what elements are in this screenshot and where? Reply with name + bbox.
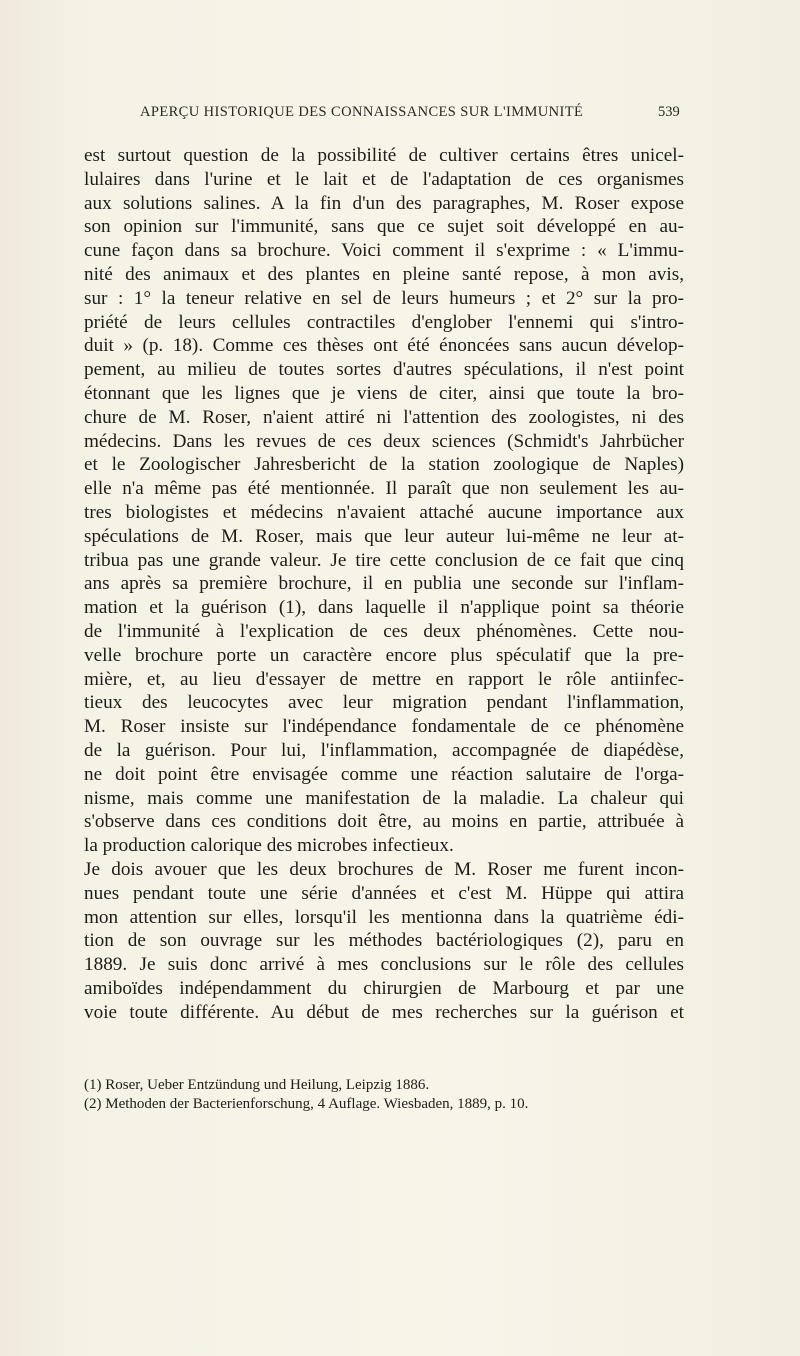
text-line: nisme, mais comme une manifestation de la maladie. La chaleur qui — [84, 787, 684, 809]
text-line: voie toute différente. Au début de mes recherches sur la guérison et — [84, 1001, 684, 1023]
text-line: est surtout question de la possibilité de cultiver certains êtres unicel- — [84, 145, 684, 166]
text-line: ne doit point être envisagée comme une réaction salutaire de l'orga- — [84, 763, 684, 785]
text-line: nité des animaux et des plantes en pleine santé repose, à mon avis, — [84, 263, 684, 285]
text-line: étonnant que les lignes que je viens de citer, ainsi que toute la bro- — [84, 382, 684, 404]
text-line: tribua pas une grande valeur. Je tire cette conclusion de ce fait que cinq — [84, 549, 684, 571]
text-line: duit » (p. 18). Comme ces thèses ont été énoncées sans aucun dévelop- — [84, 335, 684, 357]
text-line: Je dois avouer que les deux brochures de M. Roser me furent incon- — [84, 858, 684, 880]
text-line: cune façon dans sa brochure. Voici comment il s'exprime : « L'immu- — [84, 240, 684, 262]
text-line: s'observe dans ces conditions doit être, au moins en partie, attribuée à — [84, 811, 684, 833]
text-line: médecins. Dans les revues de ces deux sciences (Schmidt's Jahrbücher — [84, 430, 684, 452]
text-line: tion de son ouvrage sur les méthodes bactériologiques (2), paru en — [84, 930, 684, 952]
text-line: de l'immunité à l'explication de ces deux phénomènes. Cette nou- — [84, 620, 684, 642]
text-line: mon attention sur elles, lorsqu'il les mentionna dans la quatrième édi- — [84, 906, 684, 928]
text-line: mation et la guérison (1), dans laquelle il n'applique point sa théorie — [84, 597, 684, 619]
text-line: amiboïdes indépendamment du chirurgien de Marbourg et par une — [84, 977, 684, 999]
text-line: tres biologistes et médecins n'avaient attaché aucune importance aux — [84, 501, 684, 523]
text-line: spéculations de M. Roser, mais que leur auteur lui-même ne leur at- — [84, 525, 684, 547]
footnote-2: (2) Methoden der Bacterienforschung, 4 Auflage. Wiesbaden, 1889, p. 10. — [84, 1096, 529, 1112]
text-line: pement, au milieu de toutes sortes d'autres spéculations, il n'est point — [84, 359, 684, 381]
text-line: son opinion sur l'immunité, sans que ce sujet soit développé en au- — [84, 216, 684, 238]
footnotes — [84, 1076, 684, 1114]
text-line: 1889. Je suis donc arrivé à mes conclusions sur le rôle des cellules — [84, 954, 684, 976]
text-line: elle n'a même pas été mentionnée. Il paraît que non seulement les au- — [84, 478, 684, 500]
text-line: tieux des leucocytes avec leur migration pendant l'inflammation, — [84, 692, 684, 714]
text-line: la production calorique des microbes infectieux. — [84, 835, 454, 857]
text-line: mière, et, au lieu d'essayer de mettre en rapport le rôle antiinfec- — [84, 668, 684, 690]
text-line: priété de leurs cellules contractiles d'englober l'ennemi qui s'intro- — [84, 311, 684, 333]
footnote-1: (1) Roser, Ueber Entzündung und Heilung, Leipzig 1886. — [84, 1077, 430, 1093]
text-line: sur : 1° la teneur relative en sel de leurs humeurs ; et 2° sur la pro- — [84, 287, 684, 309]
text-line: de la guérison. Pour lui, l'inflammation, accompagnée de diapédèse, — [84, 739, 684, 761]
text-line: nues pendant toute une série d'années et c'est M. Hüppe qui attira — [84, 882, 684, 904]
page-number: 539 — [658, 104, 680, 120]
text-line: et le Zoologischer Jahresbericht de la station zoologique de Naples) — [84, 454, 684, 476]
text-line: lulaires dans l'urine et le lait et de l'adaptation de ces organismes — [84, 168, 684, 190]
running-header: APERÇU HISTORIQUE DES CONNAISSANCES SUR L'IMMUNITÉ — [140, 104, 584, 120]
text-line: chure de M. Roser, n'aient attiré ni l'attention des zoologistes, ni des — [84, 406, 684, 428]
text-line: ans après sa première brochure, il en publia une seconde sur l'inflam- — [84, 573, 684, 595]
text-line: M. Roser insiste sur l'indépendance fondamentale de ce phénomène — [84, 716, 684, 738]
text-line: aux solutions salines. A la fin d'un des paragraphes, M. Roser expose — [84, 192, 684, 214]
body-paragraphs — [84, 144, 684, 1024]
text-line: velle brochure porte un caractère encore plus spéculatif que la pre- — [84, 644, 684, 666]
